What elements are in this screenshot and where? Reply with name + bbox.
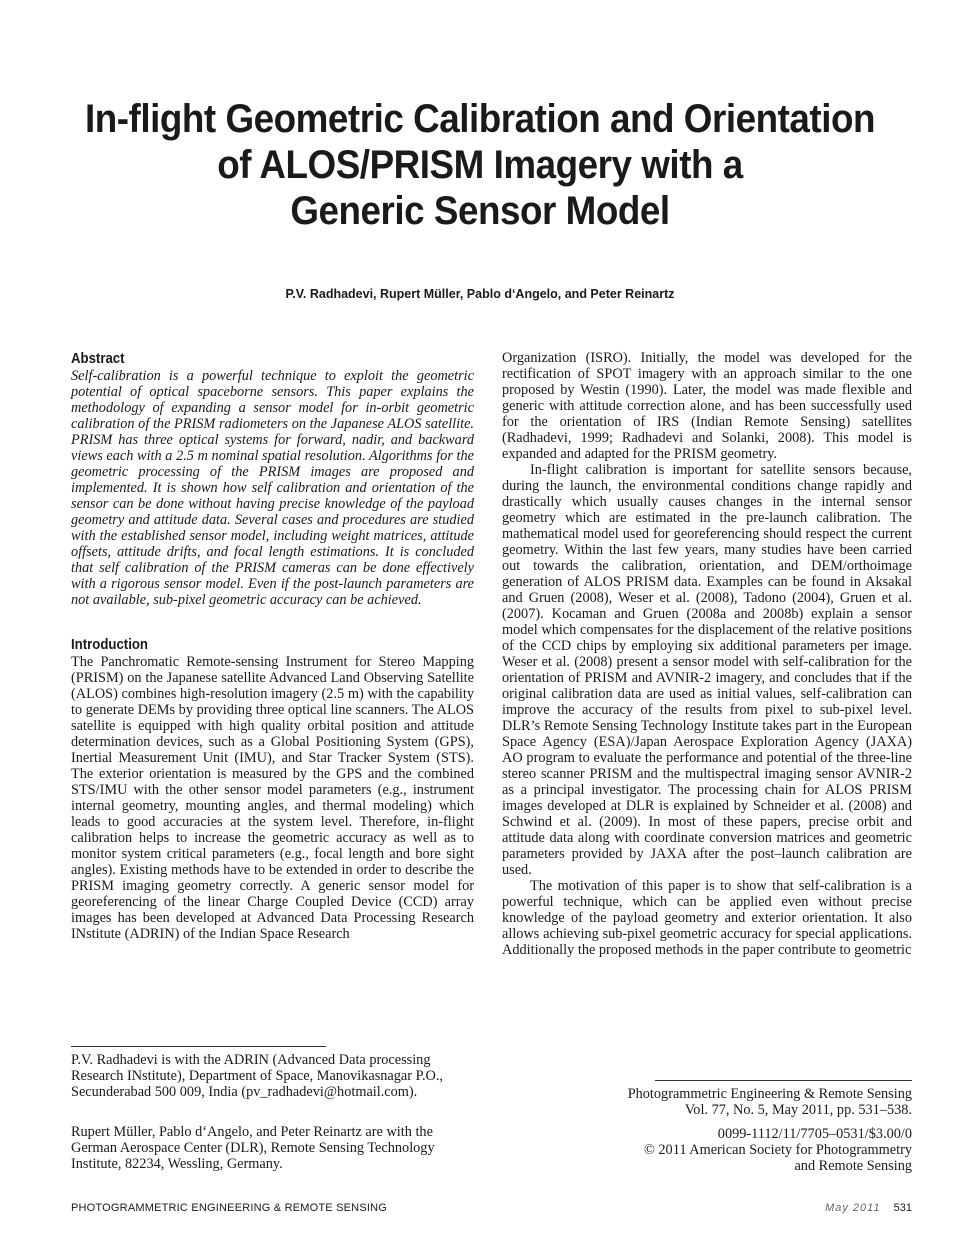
- title-line-1: In-flight Geometric Calibration and Orientation: [84, 97, 876, 141]
- journal-volume: Vol. 77, No. 5, May 2011, pp. 531–538.: [684, 1102, 912, 1118]
- right-paragraph-3: The motivation of this paper is to show that self-calibration is a powerful technique, which can be applied even without precise knowledge of the payload geometry and exterior orientation. It also allows achieving sub-pixel geometric accuracy for special applications. Additionally the proposed methods in the paper contribute to geometric: [502, 878, 912, 958]
- right-paragraph-1: Organization (ISRO). Initially, the model was developed for the rectification of SPOT imagery with an approach similar to the one proposed by Westin (1990). Later, the model was made flexible and generic with attitude correction alone, and has been successfully used for the orientation of IRS (Indian Remote Sensing) satellites (Radhadevi, 1999; Radhadevi and Solanki, 2008). This model is expanded and adapted for the PRISM geometry.: [502, 350, 912, 462]
- abstract-heading: Abstract: [71, 350, 125, 367]
- journal-divider: [655, 1080, 912, 1081]
- journal-citation: [560, 1086, 912, 1118]
- abstract-text: Self-calibration is a powerful technique to exploit the geometric potential of optical spaceborne sensors. This paper explains the methodology of expanding a sensor model for in-orbit geometric calibration of the PRISM radiometers on the Japanese ALOS satellite. PRISM has three optical systems for forward, nadir, and backward views each with a 2.5 m nominal spatial resolution. Algorithms for the geometric processing of the PRISM images are proposed and implemented. It is shown how self calibration and orientation of the sensor can be done without having precise knowledge of the payload geometry and attitude data. Several cases and procedures are studied with the established sensor model, including weight matrices, attitude offsets, attitude drifts, and focal length estimations. It is concluded that self calibration of the PRISM cameras can be done effectively with a rigorous sensor model. Even if the post-launch parameters are not available, sub-pixel geometric accuracy can be achieved.: [71, 368, 474, 608]
- article-code: 0099-1112/11/7705–0531/$3.00/0: [717, 1126, 912, 1142]
- copyright-block: [560, 1126, 912, 1174]
- issue-date: May 2011: [825, 1202, 881, 1214]
- right-paragraph-2: In-flight calibration is important for satellite sensors because, during the launch, the environmental conditions change rapidly and drastically which usually causes changes in the internal sensor geometry which are estimated in the pre-launch calibration. The mathematical model used for georeferencing should respect the current geometry. Within the last few years, many studies have been carried out towards the calibration, orientation, and DEM/orthoimage generation of ALOS PRISM data. Examples can be found in Aksakal and Gruen (2008), Weser et al. (2008), Tadono (2004), Gruen et al. (2007). Kocaman and Gruen (2008a and 2008b) explain a sensor model which compensates for the displacement of the relative positions of the CCD chips by employing six additional parameters per image. Weser et al. (2008) present a sensor model with self-calibration for the orientation of PRISM and AVNIR-2 imagery, and concludes that if the original calibration data are used as initial values, self-calibration can improve the accuracy of the results from pixel to sub-pixel level. DLR’s Remote Sensing Technology Institute takes part in the European Space Agency (ESA)/Japan Aerospace Exploration Agency (JAXA) AO program to evaluate the performance and potential of the three-line stereo scanner PRISM and the multispectral imaging sensor AVNIR-2 as a principal investigator. The processing chain for ALOS PRISM images developed at DLR is explained by Schneider et al. (2008) and Schwind et al. (2009). In most of these papers, precise orbit and attitude data along with coordinate conversion matrices and geometric parameters provided by JAXA after the post–launch calibration are used.: [502, 462, 912, 878]
- footnote-affiliation-1: P.V. Radhadevi is with the ADRIN (Advanced Data processing Research INstitute), Department of Space, Manovikasnagar P.O., Secunderabad 500 009, India (pv_radhadevi@hotmail.com).: [71, 1052, 444, 1100]
- introduction-text: The Panchromatic Remote-sensing Instrument for Stereo Mapping (PRISM) on the Japanese satellite Advanced Land Observing Satellite (ALOS) combines high-resolution imagery (2.5 m) with the capability to generate DEMs by providing three optical line scanners. The ALOS satellite is equipped with high quality orbital position and attitude determination devices, such as a Global Positioning System (GPS), Inertial Measurement Unit (IMU), and Star Tracker System (STS). The exterior orientation is measured by the GPS and the combined STS/IMU with the other sensor model parameters (e.g., instrument internal geometry, mounting angles, and thermal modeling) which leads to good accuracies at the system level. Therefore, in-flight calibration helps to increase the geometric accuracy as well as to monitor system critical parameters (e.g., focal length and bore sight angles). Existing methods have to be extended in order to describe the PRISM imaging geometry correctly. A generic sensor model for georeferencing of the linear Charge Coupled Device (CCD) array images has been developed at Advanced Data Processing Research INstitute (ADRIN) of the Indian Space Research: [71, 654, 474, 942]
- title-line-3: Generic Sensor Model: [290, 189, 670, 233]
- introduction-heading: Introduction: [71, 636, 148, 653]
- footnote-affiliation-2: Rupert Müller, Pablo d‘Angelo, and Peter Reinartz are with the German Aerospace Center (DLR), Remote Sensing Technology Institute, 82234, Wessling, Germany.: [71, 1124, 435, 1172]
- running-head: PHOTOGRAMMETRIC ENGINEERING & REMOTE SENSING: [71, 1202, 388, 1214]
- footnote-divider: [71, 1046, 326, 1047]
- left-column: [71, 350, 474, 942]
- right-column: [502, 350, 912, 958]
- paper-title: [75, 96, 885, 234]
- copyright-line: © 2011 American Society for Photogrammetry: [643, 1142, 912, 1158]
- journal-name: Photogrammetric Engineering & Remote Sensing: [627, 1086, 912, 1102]
- author-list: P.V. Radhadevi, Rupert Müller, Pablo d‘Angelo, and Peter Reinartz: [285, 287, 675, 301]
- copyright-line-2: and Remote Sensing: [794, 1158, 912, 1174]
- title-line-2: of ALOS/PRISM Imagery with a: [217, 143, 743, 187]
- page-number: 531: [893, 1202, 912, 1214]
- page-footer: [825, 1202, 912, 1214]
